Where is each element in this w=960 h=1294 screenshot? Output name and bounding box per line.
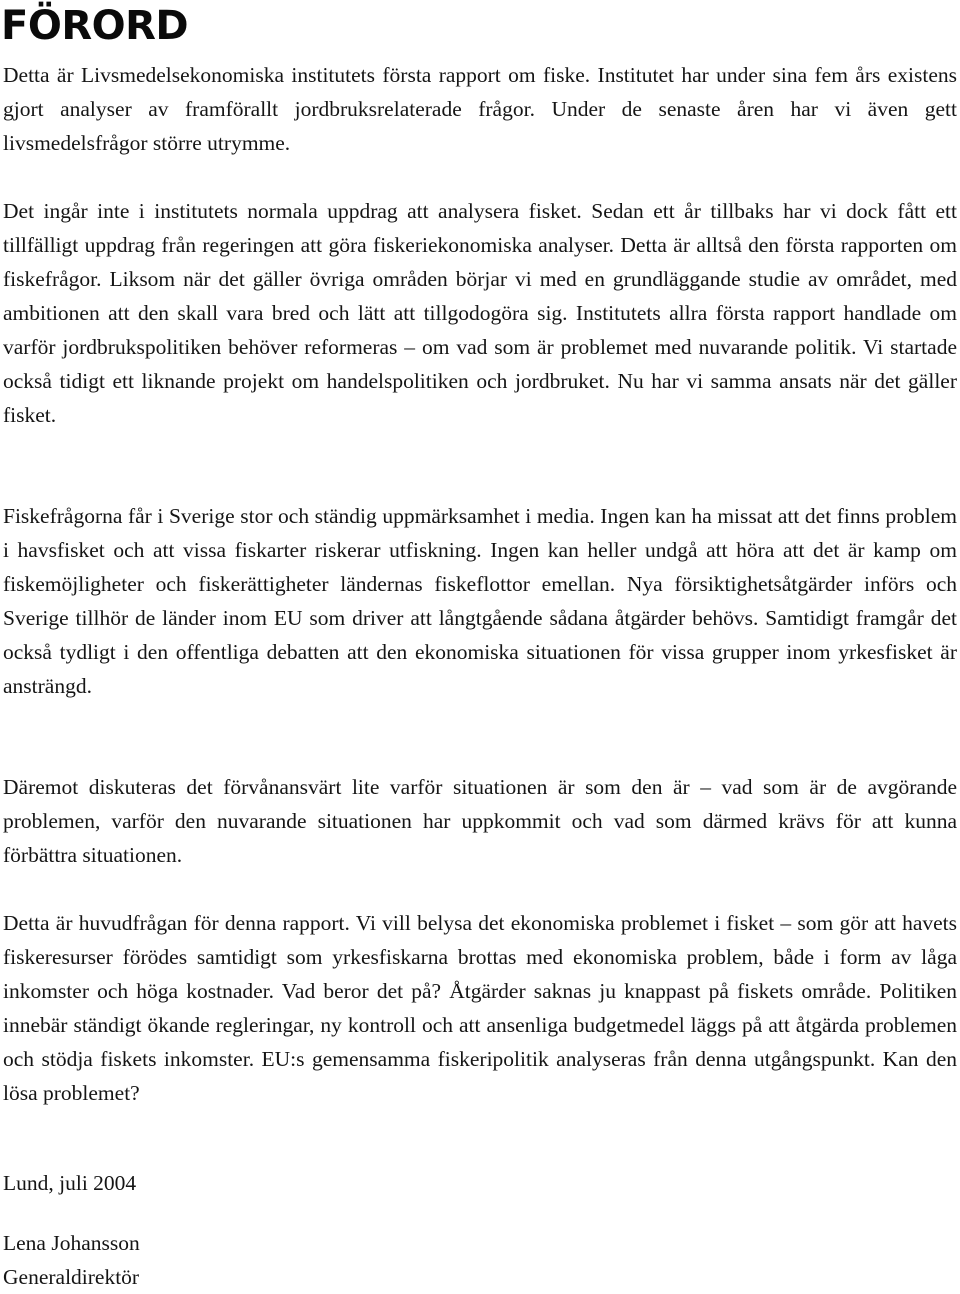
signatory-title: Generaldirektör	[3, 1265, 140, 1289]
paragraph-media-attention: Fiskefrågorna får i Sverige stor och ständig uppmärksamhet i media. Ingen kan ha missat att det finns problem i havsfisket och att vissa fiskarter riskerar utfiskning. Ingen kan heller undgå att höra att det är kamp om fiskemöjligheter och fiskerättigheter ländernas fiskeflottor emellan. Nya försiktighetsåtgärder införs och Sverige tillhör de länder inom EU som driver att långtgående sådana åtgärder behövs. Samtidigt framgår det också tydligt i den offentliga debatten att den ekonomiska situationen för vissa grupper inom yrkesfisket är ansträngd.	[3, 504, 957, 698]
paragraph-problem-discussion: Däremot diskuteras det förvånansvärt lite varför situationen är som den är – vad som är de avgörande problemen, varför den nuvarande situationen har uppkommit och vad som därmed krävs för att kunna förbättra situationen.	[3, 775, 957, 867]
signatory-name: Lena Johansson	[3, 1231, 140, 1255]
page-title: FÖRORD	[1, 3, 189, 49]
place-date: Lund, juli 2004	[3, 1171, 137, 1195]
paragraph-main-question: Detta är huvudfrågan för denna rapport. Vi vill belysa det ekonomiska problemet i fisket – som gör att havets fiskeresurser förödes samtidigt som yrkesfiskarna brottas med ekonomiska problem, både i form av låga inkomster och höga kostnader. Vad beror det på? Åtgärder saknas ju knappast på fiskets område. Politiken innebär ständigt ökande regleringar, ny kontroll och att ansenliga budgetmedel läggs på att åtgärda problemen och stödja fiskets inkomster. EU:s gemensamma fiskeripolitik analyseras från denna utgångspunkt. Kan den lösa problemet?	[3, 911, 957, 1105]
paragraph-intro: Detta är Livsmedelsekonomiska institutets första rapport om fiske. Institutet har under sina fem års existens gjort analyser av framförallt jordbruksrelaterade frågor. Under de senaste åren har vi även gett livsmedelsfrågor större utrymme.	[3, 63, 957, 155]
paragraph-mission: Det ingår inte i institutets normala uppdrag att analysera fisket. Sedan ett år tillbaks har vi dock fått ett tillfälligt uppdrag från regeringen att göra fiskeriekonomiska analyser. Detta är alltså den första rapporten om fiskefrågor. Liksom när det gäller övriga områden börjar vi med en grundläggande studie av området, med ambitionen att den skall vara bred och lätt att tillgodogöra sig. Institutets allra första rapport handlade om varför jordbrukspolitiken behöver reformeras – om vad som är problemet med nuvarande politik. Vi startade också tidigt ett liknande projekt om handelspolitiken och jordbruket. Nu har vi samma ansats när det gäller fisket.	[3, 199, 957, 427]
